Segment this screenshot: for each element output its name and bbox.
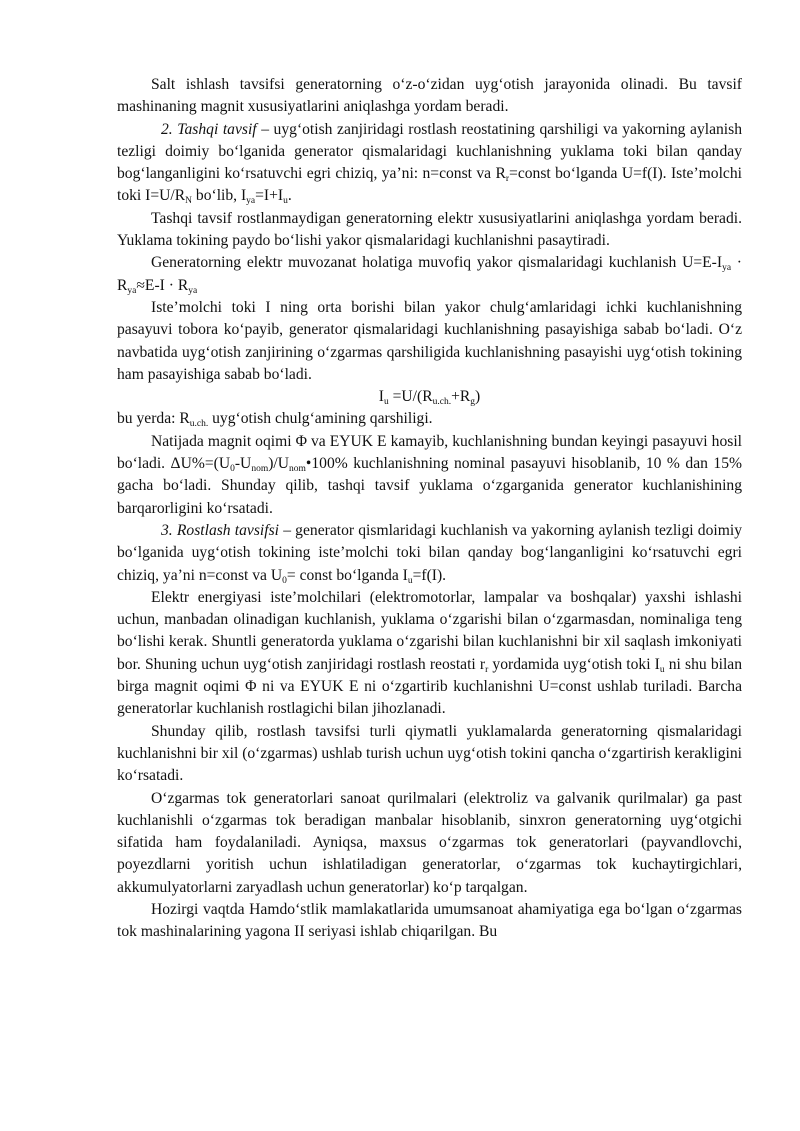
subscript-text: r xyxy=(485,664,489,675)
text-run: – uygʻotish zanjiridagi rostlash reostatining qarshiligi va yakorning aylanish tezligi doimiy boʻlganida generator qismalaridagi kuchlanishning yuklama toki bilan qanday bogʻlanganligini koʻrsatuvchi egri chiziq, ya’ni: n=const va R xyxy=(117,120,743,183)
paragraph xyxy=(117,297,742,386)
subscript-text: nom xyxy=(251,464,269,475)
text-run: ≈E-I · R xyxy=(136,276,189,294)
text-run: Iste’molchi toki I ning orta borishi bilan yakor chulgʻamlaridagi ichki kuchlanishning pasayuvi tobora koʻpayib, generator qismalaridagi kuchlanishning pasayishiga sabab boʻladi. Oʻz navbatida uygʻotish zanjirining oʻzgarmas qarshiligida kuchlanishning pasayishi uygʻotish tokining ham pasayishiga sabab boʻladi. xyxy=(117,298,742,383)
subscript-text: u.ch. xyxy=(432,397,452,408)
paragraph xyxy=(117,587,742,721)
italic-heading-text: 3. Rostlash tavsifsi xyxy=(161,521,279,539)
paragraph xyxy=(117,788,742,899)
paragraph xyxy=(117,74,742,119)
paragraph xyxy=(117,721,742,788)
subscript-text: u xyxy=(383,397,389,408)
text-run: Hozirgi vaqtda Hamdoʻstlik mamlakatlarida umumsanoat ahamiyatiga ega boʻlgan oʻzgarmas tok mashinalarining yagona II seriyasi ishlab chiqarilgan. Bu xyxy=(117,900,742,941)
subscript-text: r xyxy=(505,174,510,185)
subscript-text: N xyxy=(185,196,193,207)
paragraph xyxy=(117,408,742,430)
subscript-text: 0 xyxy=(230,464,235,475)
paragraph xyxy=(117,386,742,408)
text-run: =f(I). xyxy=(412,566,447,584)
text-run: =I+I xyxy=(255,187,284,205)
text-run: Natijada magnit oqimi Φ va EYUK E kamayib, kuchlanishning bundan keyingi pasayuvi hosil boʻladi. ΔU%=(U xyxy=(117,432,742,473)
paragraph xyxy=(117,520,742,587)
text-run: Oʻzgarmas tok generatorlari sanoat qurilmalari (elektroliz va galvanik qurilmalar) ga past kuchlanishli oʻzgarmas tok beradigan manbalar hisoblanib, sinxron generatorning uygʻotgichi sifatida ham foydalaniladi. Ayniqsa, maxsus oʻzgarmas tok generatorlari (payvandlovchi, poyezdlarni yoritish uchun ishlatiladigan generatorlar, oʻzgarmas tok kuchaytirgichlari, akkumulyatorlarni zaryadlash uchun generatorlar) koʻp tarqalgan. xyxy=(117,789,742,896)
paragraph xyxy=(117,119,742,208)
text-run: bu yerda: R xyxy=(117,410,190,428)
text-run: Shunday qilib, rostlash tavsifsi turli qiymatli yuklamalarda generatorning qismalaridagi kuchlanishni bir xil (oʻzgarmas) ushlab turish uchun uygʻotish tokini qancha oʻzgartirish kerakligini koʻrsatadi. xyxy=(117,722,742,785)
text-run: · R xyxy=(117,254,743,294)
text-run: Elektr energiyasi iste’molchilari (elektromotorlar, lampalar va boshqalar) yaxshi ishlashi uchun, manbadan olinadigan kuchlanish, yuklama oʻzgarishi bilan oʻzgarmasdan, nominaliga teng boʻlishi kerak. Shuntli generatorda yuklama oʻzgarishi bilan kuchlanishni bir xil saqlash imkoniyati bor. Shuning uchun uygʻotish zanjiridagi rostlash reostati r xyxy=(117,588,742,673)
text-run: -U xyxy=(234,455,252,473)
text-run: •100% kuchlanishning nominal pasayuvi hisoblanib, 10 % dan 15% gacha boʻladi. Shunday qilib, tashqi tavsif yuklama oʻzgarganida generator kuchlanishining barqarorligini koʻrsatadi. xyxy=(117,455,742,517)
text-run: ) xyxy=(475,388,481,406)
subscript-text: u xyxy=(407,575,413,586)
subscript-text: u.ch. xyxy=(189,419,209,430)
paragraph xyxy=(117,899,742,944)
subscript-text: nom xyxy=(289,464,306,475)
subscript-text: u xyxy=(283,196,288,207)
subscript-text: ya xyxy=(722,263,732,274)
subscript-text: ya xyxy=(127,285,137,296)
paragraph xyxy=(117,208,742,253)
subscript-text: ya xyxy=(188,285,198,296)
subscript-text: g xyxy=(470,397,476,408)
text-run: =U/(R xyxy=(388,388,433,406)
text-run: – generator qismlaridagi kuchlanish va yakorning aylanish tezligi doimiy boʻlganida uygʻotish tokining iste’molchi toki bilan qanday bogʻlanganligini koʻrsatuvchi egri chiziq, ya’ni n=const va U xyxy=(117,521,742,584)
text-run: ni shu bilan birga magnit oqimi Φ ni va EYUK E ni oʻzgartirib kuchlanishni U=const ushlab turiladi. Barcha generatorlar kuchlanish rostlagichi bilan jihozlanadi. xyxy=(117,655,743,718)
text-run: uygʻotish chulgʻamining qarshiligi. xyxy=(208,410,433,428)
paragraph xyxy=(117,431,742,520)
text-run: = const boʻlganda I xyxy=(286,566,408,584)
italic-heading-text: 2. Tashqi tavsif xyxy=(161,120,257,138)
text-run: Generatorning elektr muvozanat holatiga muvofiq yakor qismalaridagi kuchlanish U=E-I xyxy=(151,254,723,272)
subscript-text: 0 xyxy=(282,575,287,586)
text-run: . xyxy=(287,187,292,205)
text-run: Tashqi tavsif rostlanmaydigan generatorning elektr xususiyatlarini aniqlashga yordam beradi. Yuklama tokining paydo boʻlishi yakor qismalaridagi kuchlanishni pasaytiradi. xyxy=(117,209,742,250)
document-body xyxy=(117,74,742,944)
text-run: Salt ishlash tavsifsi generatorning oʻz-oʻzidan uygʻotish jarayonida olinadi. Bu tavsif mashinaning magnit xususiyatlarini aniqlashga yordam beradi. xyxy=(117,76,742,116)
text-run: )/U xyxy=(268,455,289,473)
text-run: +R xyxy=(451,388,471,406)
text-run: yordamida uygʻotish toki I xyxy=(488,655,660,673)
text-run: I xyxy=(378,388,384,406)
subscript-text: u xyxy=(659,664,665,675)
subscript-text: ya xyxy=(246,196,256,207)
text-run: boʻlib, I xyxy=(192,187,247,205)
text-run: =const boʻlganda U=f(I). Iste’molchi toki I=U/R xyxy=(117,165,742,205)
paragraph xyxy=(117,252,742,297)
